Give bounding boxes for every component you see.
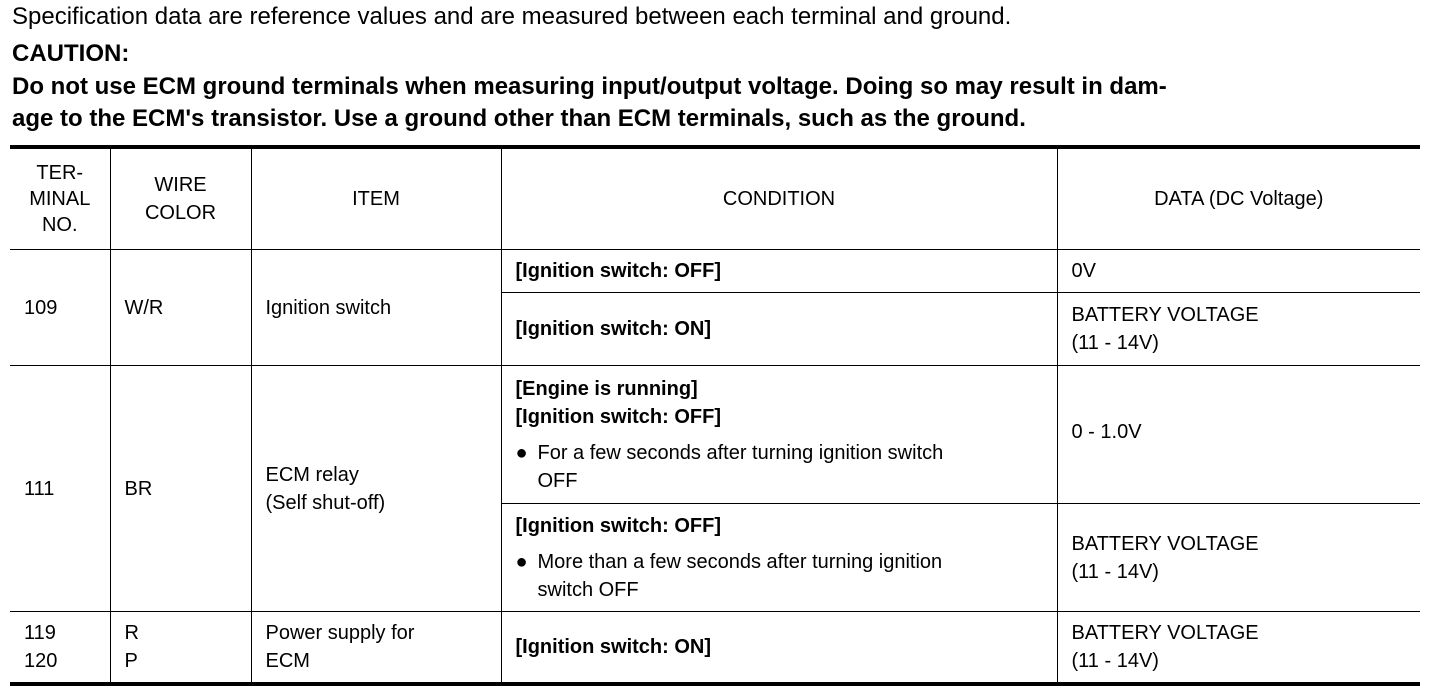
caution-title: CAUTION: — [12, 40, 130, 67]
caution-text — [12, 71, 1422, 135]
condition-119-120: [Ignition switch: ON] — [501, 612, 1057, 684]
wire-color-119-120: R P — [110, 612, 251, 684]
condition-111-off: [Ignition switch: OFF] ● More than a few seconds after turning ignition switch OFF — [501, 504, 1057, 612]
terminal-no-111: 111 — [10, 366, 110, 612]
item-119-120: Power supply for ECM — [251, 612, 501, 684]
data-111-off: BATTERY VOLTAGE (11 - 14V) — [1057, 504, 1420, 612]
terminal-spec-table — [10, 145, 1420, 686]
bullet-icon: ● — [515, 550, 528, 573]
intro-text: Specification data are reference values and are measured between each terminal and ground. — [12, 3, 1012, 30]
table-row — [10, 612, 1420, 684]
header-item: ITEM — [251, 147, 501, 250]
header-wire-color: WIRE COLOR — [110, 147, 251, 250]
caution-line-2: age to the ECM's transistor. Use a ground other than ECM terminals, such as the ground. — [12, 105, 1026, 132]
header-terminal-no: TER- MINAL NO. — [10, 147, 110, 250]
terminal-no-109: 109 — [10, 250, 110, 366]
bullet-icon: ● — [515, 441, 528, 464]
table-header-row — [10, 147, 1420, 250]
table-row — [10, 250, 1420, 293]
condition-109-on: [Ignition switch: ON] — [501, 293, 1057, 366]
data-109-off: 0V — [1057, 250, 1420, 293]
data-119-120: BATTERY VOLTAGE (11 - 14V) — [1057, 612, 1420, 684]
caution-line-1: Do not use ECM ground terminals when measuring input/output voltage. Doing so may result in dam- — [12, 73, 1167, 100]
condition-bullet: ● For a few seconds after turning ignition switch OFF — [516, 439, 1043, 495]
data-109-on: BATTERY VOLTAGE (11 - 14V) — [1057, 293, 1420, 366]
header-condition: CONDITION — [501, 147, 1057, 250]
condition-bullet: ● More than a few seconds after turning ignition switch OFF — [516, 548, 1043, 604]
table-row — [10, 366, 1420, 504]
item-109: Ignition switch — [251, 250, 501, 366]
condition-111-running: [Engine is running] [Ignition switch: OFF] ● For a few seconds after turning ignition switch OFF — [501, 366, 1057, 504]
data-111-running: 0 - 1.0V — [1057, 366, 1420, 504]
header-data: DATA (DC Voltage) — [1057, 147, 1420, 250]
item-111: ECM relay (Self shut-off) — [251, 366, 501, 612]
condition-109-off: [Ignition switch: OFF] — [501, 250, 1057, 293]
wire-color-109: W/R — [110, 250, 251, 366]
terminal-no-119-120: 119 120 — [10, 612, 110, 684]
wire-color-111: BR — [110, 366, 251, 612]
